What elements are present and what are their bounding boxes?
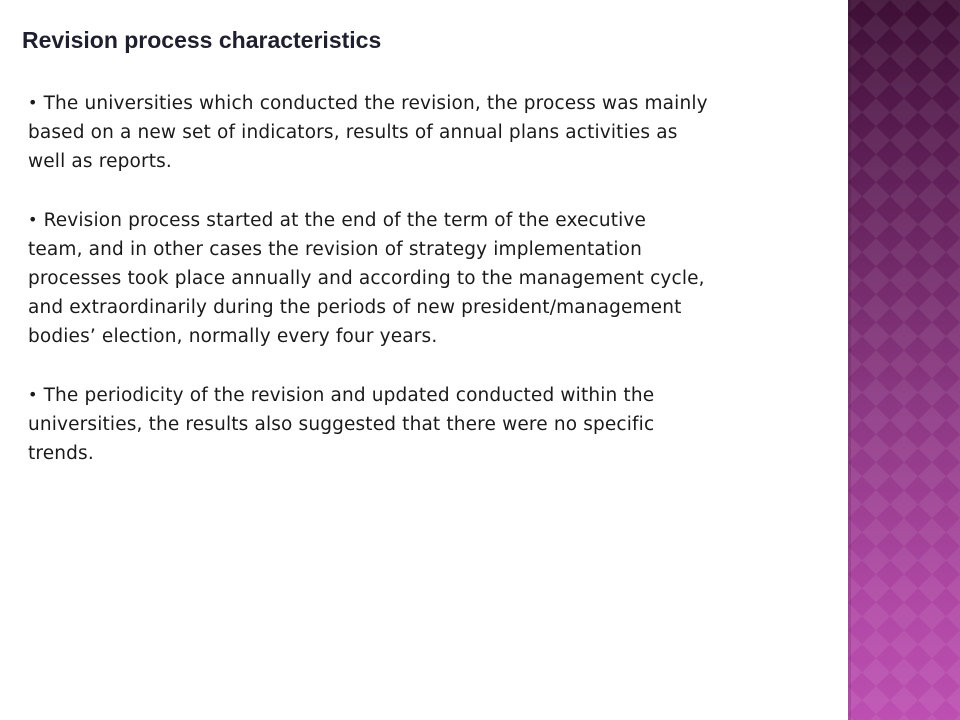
bullet-2-line-1: Revision process started at the end of the term of the executive (43, 210, 647, 231)
slide-title: Revision process characteristics (22, 27, 382, 53)
bullet-2-line-3: processes took place annually and according to the management cycle, (28, 268, 705, 289)
bullet-3-line-3: trends. (28, 443, 94, 464)
bullet-item (28, 205, 828, 351)
bullet-marker: • (28, 385, 38, 404)
bullet-item (28, 88, 828, 176)
bullet-marker: • (28, 93, 38, 112)
bullet-3-line-1: The periodicity of the revision and updated conducted within the (43, 385, 655, 406)
bullet-item (28, 380, 828, 468)
decorative-side-panel (848, 0, 960, 720)
bullet-2-line-5: bodies’ election, normally every four years. (28, 326, 438, 347)
bullet-2-line-4: and extraordinarily during the periods of new president/management (28, 297, 682, 318)
bullet-1-line-2: based on a new set of indicators, results of annual plans activities as (28, 122, 678, 143)
slide-body (28, 88, 828, 497)
bullet-2-line-2: team, and in other cases the revision of strategy implementation (28, 239, 642, 260)
side-panel-edge (848, 0, 851, 720)
bullet-marker: • (28, 210, 38, 229)
bullet-1-line-1: The universities which conducted the revision, the process was mainly (43, 93, 708, 114)
bullet-3-line-2: universities, the results also suggested that there were no specific (28, 414, 655, 435)
bullet-1-line-3: well as reports. (28, 151, 172, 172)
